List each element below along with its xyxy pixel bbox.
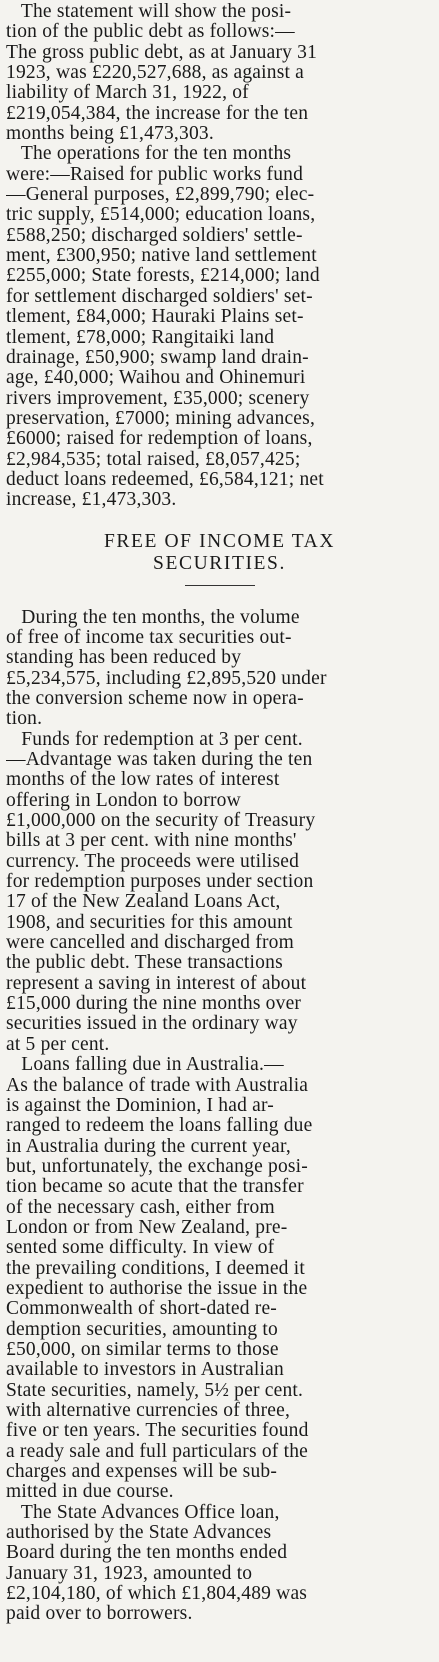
text-line: —Advantage was taken during the ten bbox=[6, 750, 313, 770]
text-line: tlement, £78,000; Rangitaiki land bbox=[6, 327, 275, 348]
text-line: drainage, £50,900; swamp land drain- bbox=[6, 347, 309, 368]
text-line: of the necessary cash, either from bbox=[6, 1197, 275, 1218]
text-line: As the balance of trade with Australia bbox=[6, 1075, 309, 1096]
text-line: is against the Dominion, I had ar- bbox=[6, 1095, 274, 1116]
text-line: ranged to redeem the loans falling due bbox=[6, 1116, 313, 1137]
text-line: tric supply, £514,000; education loans, bbox=[6, 205, 316, 226]
text-line: charges and expenses will be sub- bbox=[6, 1462, 278, 1483]
text-line: for redemption purposes under section bbox=[6, 872, 314, 893]
text-line: The State Advances Office loan, bbox=[6, 1502, 280, 1523]
text-line: —General purposes, £2,899,790; elec- bbox=[6, 185, 315, 206]
heading-line: FREE OF INCOME TAX bbox=[103, 530, 336, 552]
text-line: liability of March 31, 1922, of bbox=[6, 83, 249, 104]
text-line: five or ten years. The securities found bbox=[6, 1421, 309, 1442]
text-line: available to investors in Australian bbox=[6, 1360, 284, 1381]
text-line: London or from New Zealand, pre- bbox=[6, 1217, 288, 1238]
heading-line: SECURITIES. bbox=[153, 552, 286, 574]
text-line: but, unfortunately, the exchange posi- bbox=[6, 1156, 308, 1177]
text-line: tion became so acute that the transfer bbox=[6, 1177, 304, 1198]
text-line: with alternative currencies of three, bbox=[6, 1401, 291, 1421]
text-line: were cancelled and discharged from bbox=[6, 933, 294, 954]
text-line: demption securities, amounting to bbox=[6, 1319, 278, 1340]
text-line: of free of income tax securities out- bbox=[6, 627, 292, 648]
text-line: tlement, £84,000; Hauraki Plains set- bbox=[6, 307, 304, 328]
text-line: the conversion scheme now in opera- bbox=[6, 688, 304, 709]
section-heading bbox=[6, 531, 433, 575]
text-line: at 5 per cent. bbox=[6, 1034, 110, 1055]
text-line: The gross public debt, as at January 31 bbox=[6, 42, 318, 63]
text-line: mitted in due course. bbox=[6, 1482, 174, 1503]
text-line: £5,234,575, including £2,895,520 under bbox=[6, 668, 327, 689]
text-line: months of the low rates of interest bbox=[6, 770, 280, 791]
body-section bbox=[6, 608, 433, 1625]
text-line: age, £40,000; Waihou and Ohinemuri bbox=[6, 368, 306, 389]
text-line: January 31, 1923, amounted to bbox=[6, 1563, 253, 1584]
text-line: authorised by the State Advances bbox=[6, 1523, 272, 1544]
text-line: £50,000, on similar terms to those bbox=[6, 1339, 279, 1360]
text-line: State securities, namely, 5½ per cent. bbox=[6, 1380, 304, 1401]
text-line: ment, £300,950; native land settlement bbox=[6, 246, 317, 267]
text-line: bills at 3 per cent. with nine months' bbox=[6, 831, 297, 852]
text-line: £2,104,180, of which £1,804,489 was bbox=[6, 1584, 308, 1605]
text-line: The operations for the ten months bbox=[6, 144, 292, 165]
text-line: securities issued in the ordinary way bbox=[6, 1014, 298, 1035]
text-line: £219,054,384, the increase for the ten bbox=[6, 103, 309, 124]
text-line: preservation, £7000; mining advances, bbox=[6, 408, 316, 429]
text-line: for settlement discharged soldiers' set- bbox=[6, 286, 313, 307]
text-line: Board during the ten months ended bbox=[6, 1543, 288, 1564]
text-line: tion. bbox=[6, 709, 43, 730]
text-line: represent a saving in interest of about bbox=[6, 973, 307, 994]
text-line: offering in London to borrow bbox=[6, 790, 241, 811]
text-line: 1908, and securities for this amount bbox=[6, 912, 293, 933]
text-line: £2,984,535; total raised, £8,057,425; bbox=[6, 449, 301, 470]
text-line: a ready sale and full particulars of the bbox=[6, 1441, 308, 1462]
text-line: During the ten months, the volume bbox=[6, 607, 300, 628]
text-line: were:—Raised for public works fund bbox=[6, 164, 304, 185]
text-line: in Australia during the current year, bbox=[6, 1136, 291, 1157]
text-line: the prevailing conditions, I deemed it bbox=[6, 1258, 305, 1279]
text-line: sented some difficulty. In view of bbox=[6, 1238, 275, 1259]
heading-rule bbox=[185, 585, 255, 586]
text-line: £1,000,000 on the security of Treasury bbox=[6, 811, 316, 832]
text-line: £255,000; State forests, £214,000; land bbox=[6, 266, 320, 287]
intro-section bbox=[6, 2, 433, 511]
text-line: increase, £1,473,303. bbox=[6, 490, 177, 511]
text-line: months being £1,473,303. bbox=[6, 124, 214, 145]
text-line: Loans falling due in Australia.— bbox=[6, 1055, 284, 1076]
text-line: deduct loans redeemed, £6,584,121; net bbox=[6, 469, 324, 490]
text-line: £588,250; discharged soldiers' settle- bbox=[6, 225, 303, 246]
spacer bbox=[6, 511, 433, 531]
text-line: paid over to borrowers. bbox=[6, 1604, 193, 1625]
text-line: expedient to authorise the issue in the bbox=[6, 1278, 308, 1299]
text-line: currency. The proceeds were utilised bbox=[6, 851, 300, 872]
text-line: standing has been reduced by bbox=[6, 648, 242, 669]
text-line: rivers improvement, £35,000; scenery bbox=[6, 388, 310, 409]
text-line: the public debt. These transactions bbox=[6, 953, 283, 974]
text-line: 1923, was £220,527,688, as against a bbox=[6, 63, 305, 84]
text-line: Commonwealth of short-dated re- bbox=[6, 1299, 278, 1320]
text-line: Funds for redemption at 3 per cent. bbox=[6, 729, 303, 750]
text-line: £6000; raised for redemption of loans, bbox=[6, 429, 313, 450]
text-line: 17 of the New Zealand Loans Act, bbox=[6, 892, 281, 913]
text-line: The statement will show the posi- bbox=[6, 2, 292, 22]
text-line: tion of the public debt as follows:— bbox=[6, 22, 295, 43]
text-line: £15,000 during the nine months over bbox=[6, 994, 302, 1015]
